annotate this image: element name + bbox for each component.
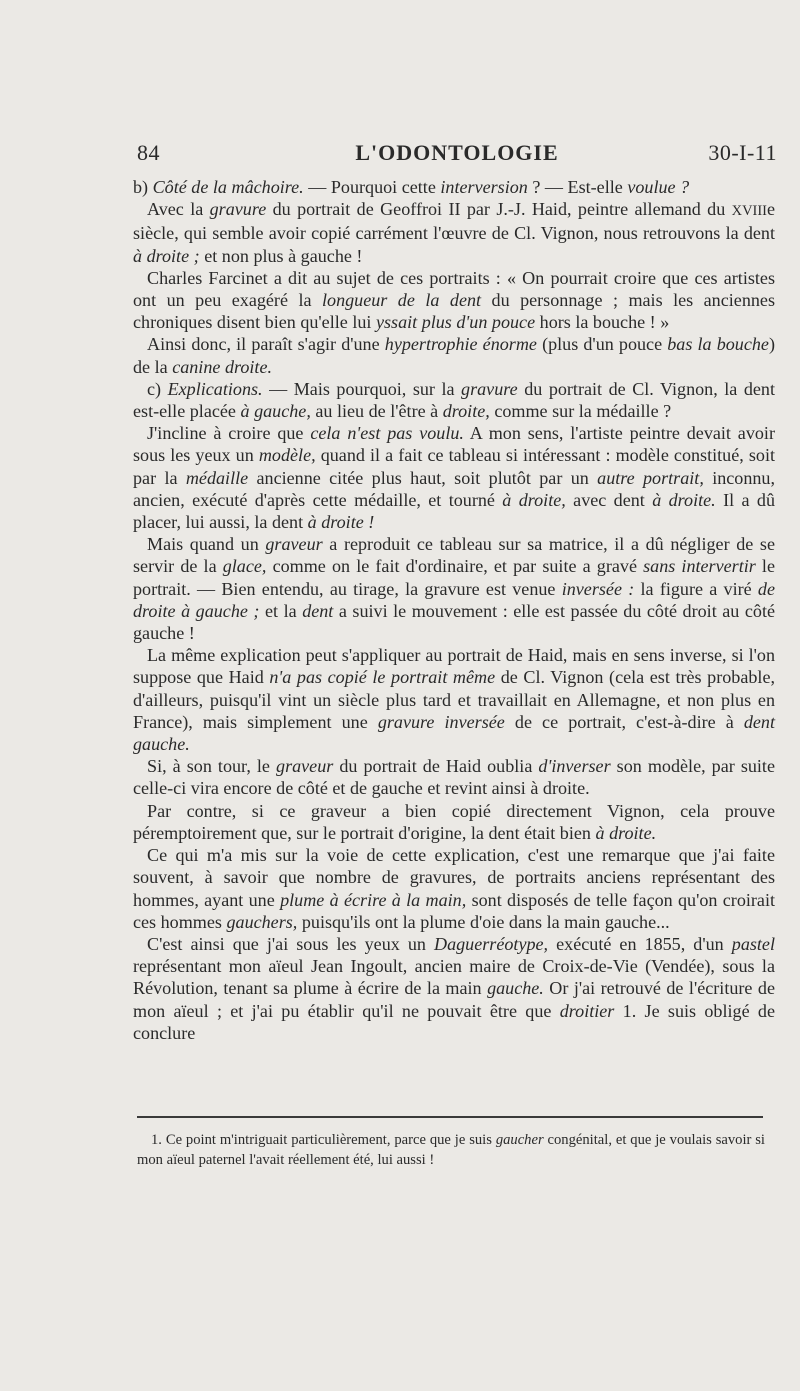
footnote-rule bbox=[137, 1116, 763, 1118]
paragraph: Charles Farcinet a dit au sujet de ces portraits : « On pourrait croire que ces artistes ont un peu exagéré la longueur de la dent du personnage ; mais les anciennes chroniques disent bien qu'elle lui yssait plus d'un pouce hors la bouche ! » bbox=[133, 267, 775, 333]
paragraph: b) Côté de la mâchoire. — Pourquoi cette interversion ? — Est-elle voulue ? bbox=[133, 177, 690, 197]
paragraph: C'est ainsi que j'ai sous les yeux un Daguerréotype, exécuté en 1855, d'un pastel représentant mon aïeul Jean Ingoult, ancien maire de Croix-de-Vie (Vendée), sous la Révolution, tenant sa plume à écrire de la main gauche. Or j'ai retrouvé de l'écriture de mon aïeul ; et j'ai pu établir qu'il ne pouvait être que droitier 1. Je suis obligé de conclure bbox=[133, 933, 775, 1043]
footnote: 1. Ce point m'intriguait particulièrement, parce que je suis gaucher congénital, et que je voulais savoir si mon aïeul paternel l'avait réellement été, lui aussi ! bbox=[137, 1132, 765, 1168]
paragraph: Mais quand un graveur a reproduit ce tableau sur sa matrice, il a dû négliger de se servir de la glace, comme on le fait d'ordinaire, et par suite a gravé sans intervertir le portrait. — Bien entendu, au tirage, la gravure est venue inversée : la figure a viré de droite à gauche ; et la dent a suivi le mouvement : elle est passée du côté droit au côté gauche ! bbox=[133, 534, 776, 644]
running-header bbox=[137, 140, 777, 170]
journal-title: L'ODONTOLOGIE bbox=[355, 140, 559, 165]
paragraph: c) Explications. — Mais pourquoi, sur la gravure du portrait de Cl. Vignon, la dent est-elle placée à gauche, au lieu de l'être à droite, comme sur la médaille ? bbox=[133, 378, 775, 422]
paragraph: Avec la gravure du portrait de Geoffroi II par J.-J. Haid, peintre allemand du XVIIIe siècle, qui semble avoir copié carrément l'œuvre de Cl. Vignon, nous retrouvons la dent à droite ; et non plus à gauche ! bbox=[133, 199, 776, 266]
paragraph: J'incline à croire que cela n'est pas voulu. A mon sens, l'artiste peintre devait avoir sous les yeux un modèle, quand il a fait ce tableau si intéressant : modèle constitué, soit par la médaille ancienne citée plus haut, soit plutôt par un autre portrait, inconnu, ancien, exécuté d'après cette médaille, et tourné à droite, avec dent à droite. Il a dû placer, lui aussi, la dent à droite ! bbox=[133, 423, 776, 533]
paragraph: La même explication peut s'appliquer au portrait de Haid, mais en sens inverse, si l'on suppose que Haid n'a pas copié le portrait même de Cl. Vignon (cela est très probable, d'ailleurs, puisqu'il vint un siècle plus tard et travaillait en Allemagne, et non plus en France), mais simplement une gravure inversée de ce portrait, c'est-à-dire à dent gauche. bbox=[133, 645, 775, 755]
issue-date: 30-I-11 bbox=[708, 140, 777, 165]
paragraph: Par contre, si ce graveur a bien copié directement Vignon, cela prouve péremptoirement que, sur le portrait d'origine, la dent était bien à droite. bbox=[133, 800, 775, 843]
paragraph: Si, à son tour, le graveur du portrait de Haid oublia d'inverser son modèle, par suite celle-ci vira encore de côté et de gauche et revint ainsi à droite. bbox=[133, 756, 775, 799]
paragraph: Ce qui m'a mis sur la voie de cette explication, c'est une remarque que j'ai faite souvent, à savoir que nombre de gravures, de portraits anciens représentant des hommes, ayant une plume à écrire à la main, sont disposés de telle façon qu'on croirait ces hommes gauchers, puisqu'ils ont la plume d'oie dans la main gauche... bbox=[133, 845, 776, 932]
article-body bbox=[133, 176, 775, 1044]
page-number: 84 bbox=[137, 140, 160, 165]
paragraph: Ainsi donc, il paraît s'agir d'une hypertrophie énorme (plus d'un pouce bas la bouche) de la canine droite. bbox=[133, 334, 775, 377]
